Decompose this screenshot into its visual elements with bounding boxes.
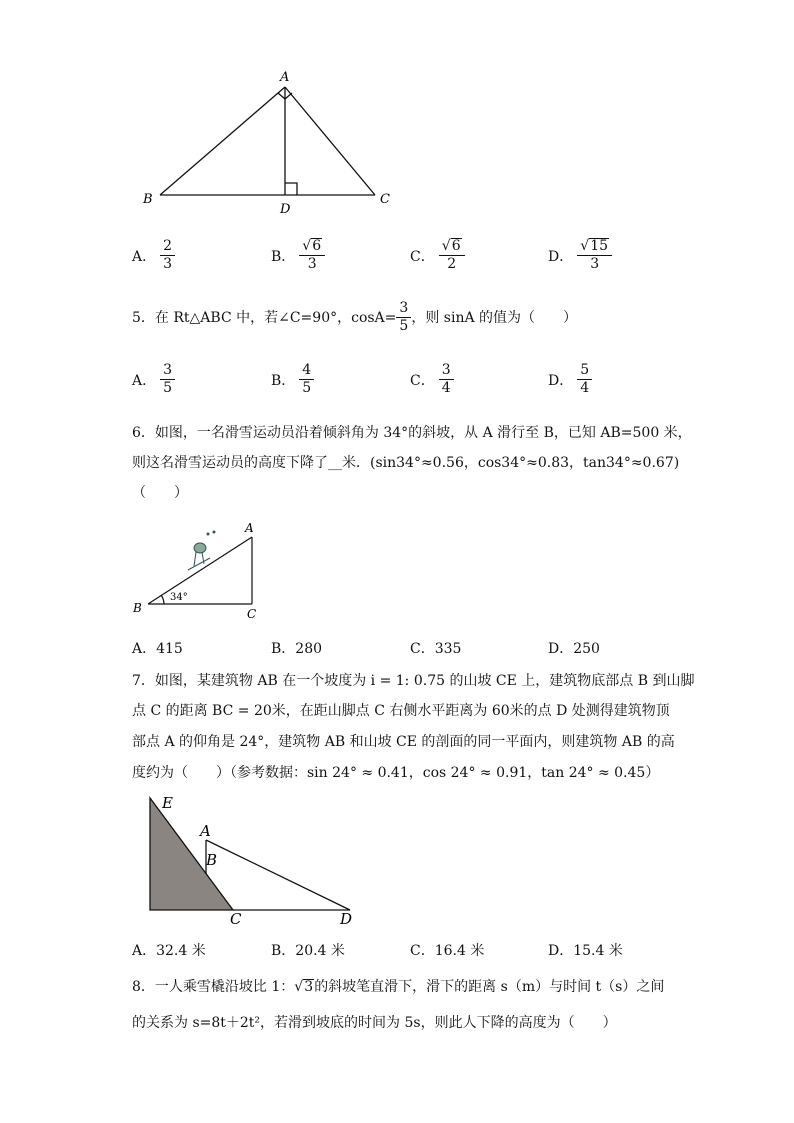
option-label: C． [410,372,435,389]
q6-answer-blank: （ ） [132,485,188,501]
option-label: B． [271,248,296,265]
label-c: C [380,192,390,207]
fraction-numerator: 3 [160,362,175,380]
fraction-numerator: 3 [396,300,411,318]
fraction-denominator: 5 [163,380,173,396]
q6-line-1: 6．如图，一名滑雪运动员沿着倾斜角为 34°的斜坡，从 A 滑行至 B，已知 AB=500 米， [132,425,692,441]
q5-option-b[interactable] [271,362,314,397]
q8-line-1 [132,978,664,996]
label-a: A [200,822,211,840]
label-d: D [340,910,353,927]
label-a: A [245,521,254,535]
fraction-denominator: 4 [441,380,451,396]
label-b: B [206,851,218,869]
side-ab [160,87,285,195]
option-fraction [160,238,175,273]
fraction-numerator: 2 [160,238,175,256]
q7-line-3: 部点 A 的仰角是 24°，建筑物 AB 和山坡 CE 的剖面的同一平面内，则建筑物 AB 的高 [132,734,675,750]
fraction-denominator: 4 [580,380,590,396]
option-label: B． [271,372,296,389]
angle-arc [161,595,164,604]
fraction-numerator: 3 [439,362,454,380]
q8-text-pre: 8．一人乘雪橇沿坡比 1： [132,979,295,995]
label-a: A [280,70,290,85]
q5-fraction [396,300,411,335]
option-fraction [577,362,592,397]
label-b: B [143,192,153,207]
fraction-numerator: 6 [312,238,322,254]
sqrt-radicand: 3 [304,979,314,995]
fraction-denominator: 5 [302,380,312,396]
option-fraction [299,362,314,397]
q6-option-b[interactable]: B．280 [271,641,323,657]
option-label: C． [410,248,435,265]
option-fraction [299,238,325,273]
label-d: D [280,202,291,215]
q6-option-d[interactable]: D．250 [548,641,600,657]
sqrt-radical: √ 6 [441,238,461,254]
label-b: B [133,601,142,615]
q5-stem [132,300,577,335]
label-c: C [230,910,242,927]
q5-text-pre: 5．在 Rt△ABC 中，若∠C=90°，cosA= [132,309,397,326]
q7-line-4: 度约为（ ）（参考数据：sin 24° ≈ 0.41，cos 24° ≈ 0.91，tan 24° ≈ 0.45） [132,765,660,781]
angle-label: 34° [170,592,188,603]
hillside-ce [150,798,233,910]
fraction-denominator: 3 [163,256,173,272]
q8-text-post: 的斜坡笔直滑下，滑下的距离 s（m）与时间 t（s）之间 [314,979,665,995]
q4-option-c[interactable] [410,238,465,273]
option-label: A． [132,372,157,389]
q6-option-c[interactable]: C．335 [410,641,462,657]
right-angle-mark-d [285,183,297,195]
option-fraction [439,238,465,273]
q4-option-a[interactable] [132,238,175,273]
fraction-numerator: 5 [577,362,592,380]
q7-option-b[interactable]: B．20.4 米 [271,943,345,959]
label-e: E [162,794,173,812]
fraction-numerator: 4 [299,362,314,380]
sqrt-radical: √ 6 [302,238,322,254]
sightline-ad [206,840,350,910]
option-fraction [439,362,454,397]
option-label: D． [548,248,574,265]
q7-option-c[interactable]: C．16.4 米 [410,943,485,959]
q7-option-a[interactable]: A．32.4 米 [132,943,206,959]
q6-option-a[interactable]: A．415 [132,641,183,657]
q8-line-2: 的关系为 s=8t＋2t²，若滑到坡底的时间为 5s，则此人下降的高度为（ ） [132,1015,617,1031]
option-fraction [577,238,612,273]
q7-line-1: 7．如图，某建筑物 AB 在一个坡度为 i = 1: 0.75 的山坡 CE 上，建筑物底部点 B 到山脚 [132,673,695,689]
q6-line-2: 则这名滑雪运动员的高度下降了__米．(sin34°≈0.56，cos34°≈0.83，tan34°≈0.67) [132,455,680,471]
label-c: C [247,607,257,621]
figure-triangle-abc [135,65,395,215]
option-fraction [160,362,175,397]
option-label: D． [548,372,574,389]
fraction-numerator: 15 [590,238,609,254]
fraction-denominator: 5 [399,318,409,334]
fraction-denominator: 3 [307,256,317,272]
q7-option-d[interactable]: D．15.4 米 [548,943,623,959]
q7-line-2: 点 C 的距离 BC = 20米，在距山脚点 C 右侧水平距离为 60米的点 D 处测得建筑物顶 [132,703,670,719]
option-label: A． [132,248,157,265]
sqrt-radical: √ 3 [294,979,314,995]
fraction-denominator: 2 [447,256,457,272]
q4-option-d[interactable] [548,238,612,273]
q5-option-d[interactable] [548,362,592,397]
side-ac [285,87,375,195]
q4-option-b[interactable] [271,238,325,273]
fraction-numerator: 6 [451,238,461,254]
figure-ski-slope [130,520,270,625]
fraction-denominator: 3 [590,256,600,272]
q5-text-post: ，则 sinA 的值为（ ） [411,309,578,326]
sqrt-radical: √ 15 [580,238,609,254]
q5-option-c[interactable] [410,362,454,397]
figure-building-slope [140,792,365,927]
q5-option-a[interactable] [132,362,175,397]
